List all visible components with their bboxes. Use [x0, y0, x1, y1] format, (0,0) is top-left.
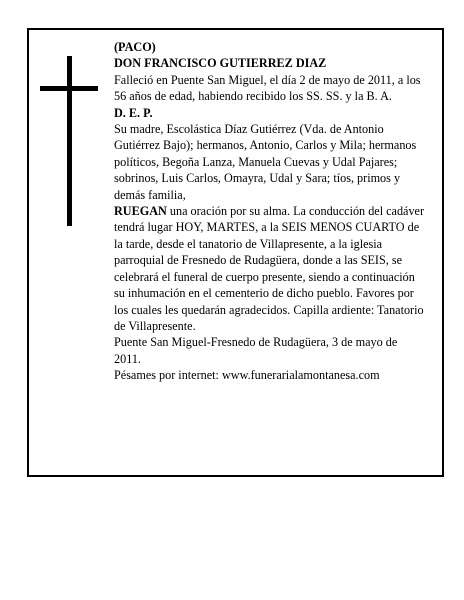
cross-vertical-bar: [67, 56, 72, 226]
request-lead: RUEGAN: [114, 204, 167, 219]
cross-horizontal-bar: [40, 86, 98, 91]
cross-icon: [40, 56, 98, 226]
rip-line: D. E. P.: [114, 105, 153, 120]
request-text: una oración por su alma. La conducción del cadáver tendrá lugar HOY, MARTES, a la SEIS MENOS CUARTO de la tarde, desde el tanatorio de Villapresente, a la iglesia parroquial de Fresnedo de Rudagüera, donde a las SEIS, se celebrará el funeral de cuerpo presente, siendo a continuación su inhumación en el cementerio de dicho pueblo. Favores por los cuales les quedarán agradecidos. Capilla ardiente: Tanatorio de Villapresente.: [114, 204, 425, 333]
family-list: Su madre, Escolástica Díaz Gutiérrez (Vda. de Antonio Gutiérrez Bajo); hermanos, Antonio, Carlos y Mila; hermanos políticos, Begoña Lanza, Manuela Cuevas y Udal Pajares; sobrinos, Luis Carlos, Omayra, Udal y Sara; tíos, primos y demás familia,: [114, 122, 417, 202]
request-paragraph: [114, 203, 426, 334]
obituary-notice: [27, 28, 444, 477]
death-info: Falleció en Puente San Miguel, el día 2 de mayo de 2011, a los 56 años de edad, habiendo recibido los SS. SS. y la B. A.: [114, 72, 421, 104]
nickname: (PACO): [114, 40, 156, 54]
place-date: Puente San Miguel-Fresnedo de Rudagüera, 3 de mayo de 2011.: [114, 335, 398, 366]
obituary-text: [114, 39, 426, 384]
deceased-name: DON FRANCISCO GUTIERREZ DIAZ: [114, 56, 327, 71]
condolences-link: Pésames por internet: www.funerarialamontanesa.com: [114, 368, 380, 383]
